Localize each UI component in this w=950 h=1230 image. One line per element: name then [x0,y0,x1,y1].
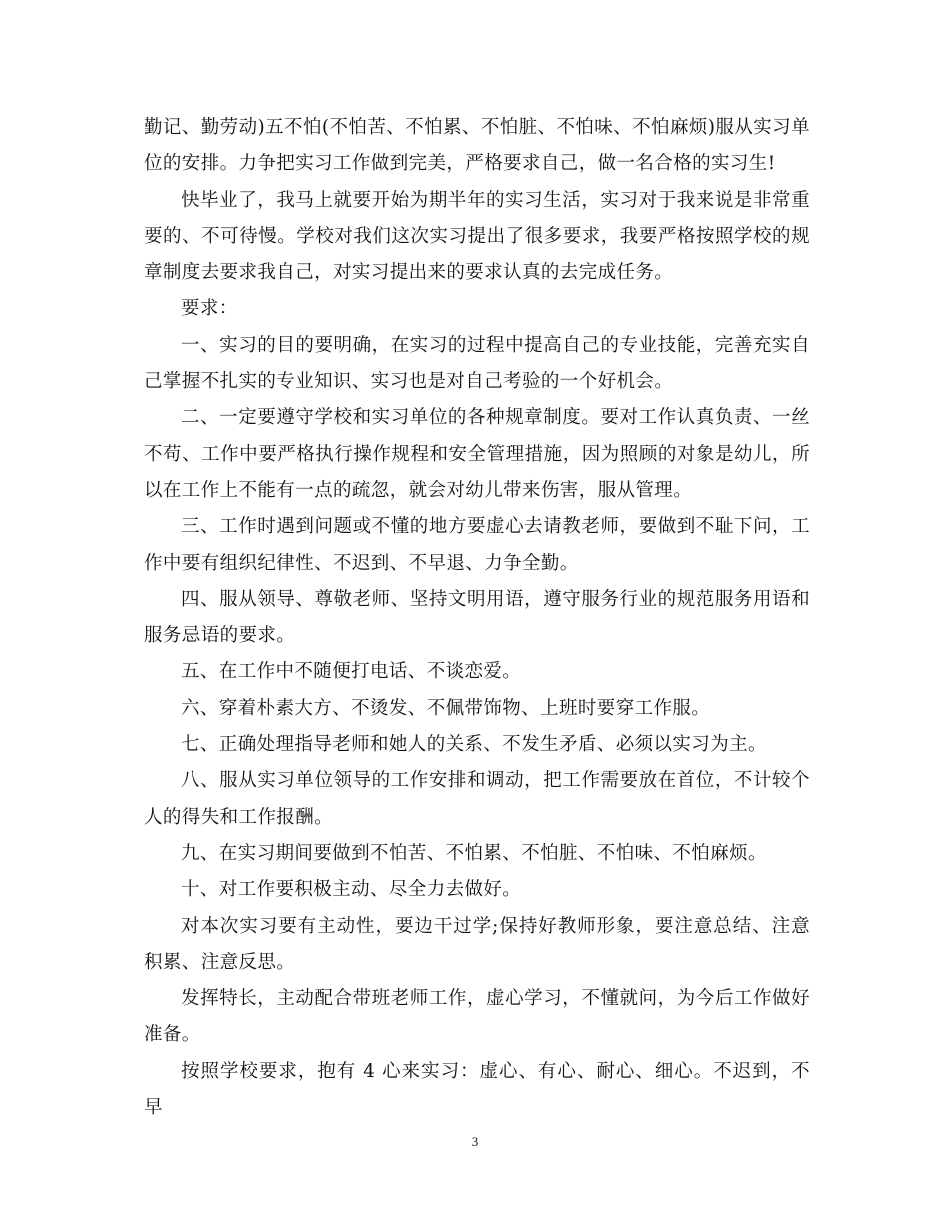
paragraph-2: 快毕业了，我马上就要开始为期半年的实习生活，实习对于我来说是非常重要的、不可待慢。学校对我们这次实习提出了很多要求，我要严格按照学校的规章制度去要求我自己，对实习提出来的要求认真的去完成任务。 [144,189,810,284]
paragraph-6: 三、工作时遇到问题或不懂的地方要虚心去请教老师，要做到不耻下问，工作中要有组织纪律性、不迟到、不早退、力争全勤。 [144,516,810,574]
paragraph-10: 七、正确处理指导老师和她人的关系、不发生矛盾、必须以实习为主。 [181,734,767,756]
paragraph-12: 九、在实习期间要做到不怕苦、不怕累、不怕脏、不怕味、不怕麻烦。 [181,842,767,864]
paragraph-15: 发挥特长，主动配合带班老师工作，虚心学习，不懂就问，为今后工作做好准备。 [144,988,810,1046]
document-body [144,110,810,1126]
paragraph-5: 二、一定要遵守学校和实习单位的各种规章制度。要对工作认真负责、一丝不苟、工作中要严格执行操作规程和安全管理措施，因为照顾的对象是幼儿，所以在工作上不能有一点的疏忽，就会对幼儿带来伤害，服从管理。 [144,407,810,501]
paragraph-13: 十、对工作要积极主动、尽全力去做好。 [181,879,522,901]
paragraph-16: 按照学校要求，抱有 4 心来实习：虚心、有心、耐心、细心。不迟到，不早 [144,1060,810,1119]
page-number: 3 [471,1134,479,1149]
paragraph-1: 勤记、勤劳动)五不怕(不怕苦、不怕累、不怕脏、不怕味、不怕麻烦)服从实习单位的安排。力争把实习工作做到完美，严格要求自己，做一名合格的实习生! [144,117,810,175]
paragraph-11: 八、服从实习单位领导的工作安排和调动，把工作需要放在首位，不计较个人的得失和工作报酬。 [144,770,810,828]
paragraph-8: 五、在工作中不随便打电话、不谈恋爱。 [181,661,522,683]
paragraph-3: 要求： [181,298,238,320]
paragraph-14: 对本次实习要有主动性，要边干过学;保持好教师形象，要注意总结、注意积累、注意反思。 [144,915,810,973]
paragraph-7: 四、服从领导、尊敬老师、坚持文明用语，遵守服务行业的规范服务用语和服务忌语的要求。 [144,588,810,647]
paragraph-9: 六、穿着朴素大方、不烫发、不佩带饰物、上班时要穿工作服。 [181,697,711,719]
paragraph-4: 一、实习的目的要明确，在实习的过程中提高自己的专业技能，完善充实自己掌握不扎实的专业知识、实习也是对自己考验的一个好机会。 [144,334,810,393]
